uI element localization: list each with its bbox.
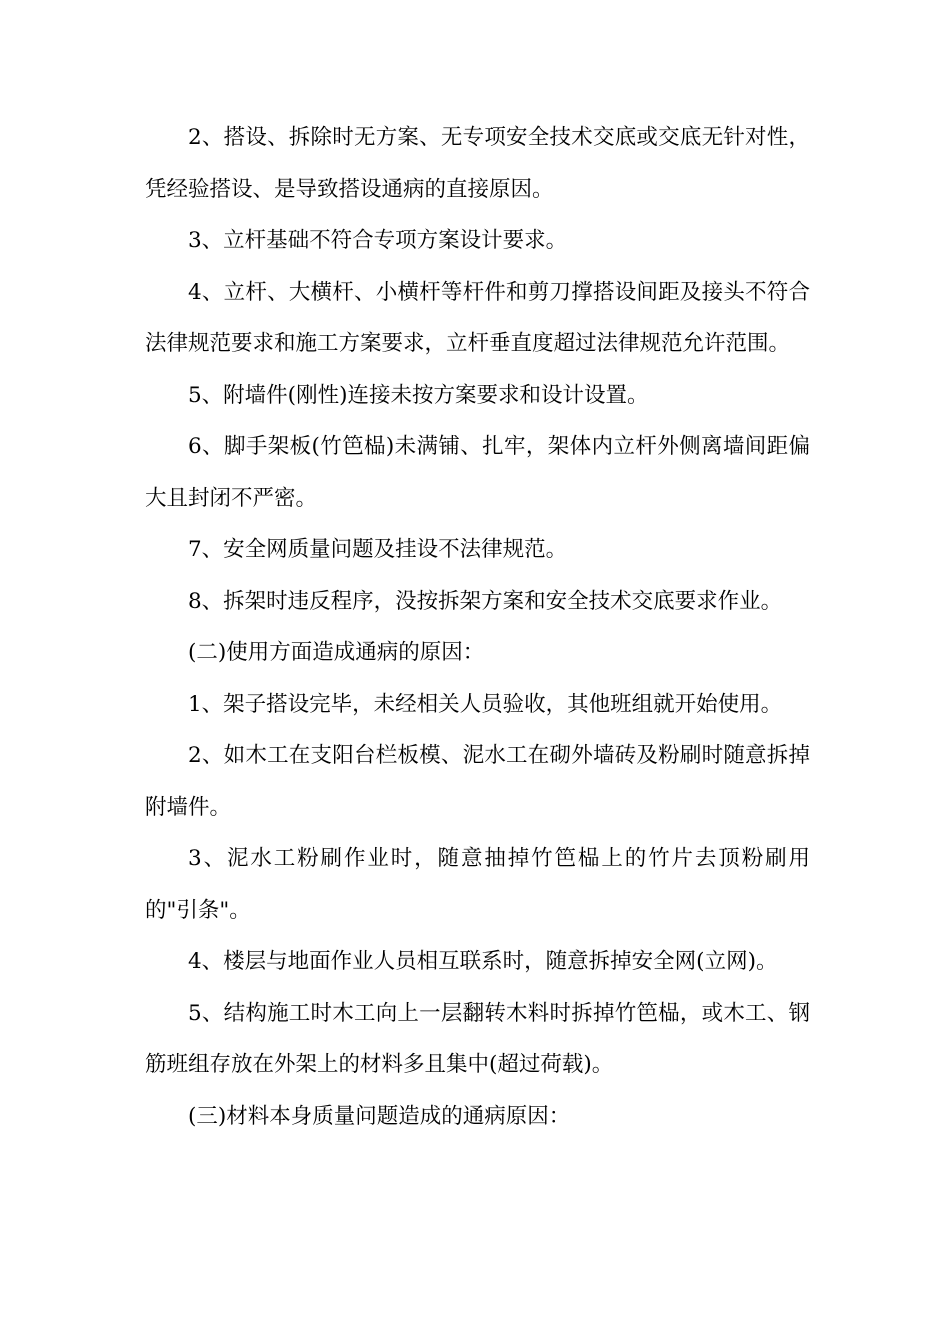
paragraph-usage-1: 1、架子搭设完毕，未经相关人员验收，其他班组就开始使用。 <box>188 691 783 717</box>
paragraph-item-4-spacing: 4、立杆、大横杆、小横杆等杆件和剪刀撑搭设间距及接头不符合法律规范要求和施工方案要求，立杆垂直度超过法律规范允许范围。 <box>145 279 810 356</box>
paragraph-item-6-planks: 6、脚手架板(竹笆榀)未满铺、扎牢，架体内立杆外侧离墙间距偏大且封闭不严密。 <box>145 434 810 511</box>
paragraph-item-8-dismantle: 8、拆架时违反程序，没按拆架方案和安全技术交底要求作业。 <box>188 588 783 614</box>
paragraph-usage-2: 2、如木工在支阳台栏板模、泥水工在砌外墙砖及粉刷时随意拆掉附墙件。 <box>145 743 810 820</box>
paragraph-item-7-safety-net: 7、安全网质量问题及挂设不法律规范。 <box>188 537 568 562</box>
paragraph-item-5-wall-ties: 5、附墙件(刚性)连接未按方案要求和设计设置。 <box>188 382 649 408</box>
paragraph-item-2-erection: 2、搭设、拆除时无方案、无专项安全技术交底或交底无针对性，凭经验搭设、是导致搭设通病的直接原因。 <box>145 125 810 202</box>
section-heading-materials: (三)材料本身质量问题造成的通病原因： <box>188 1103 571 1129</box>
paragraph-usage-3: 3、泥水工粉刷作业时，随意抽掉竹笆榀上的竹片去顶粉刷用的"引条"。 <box>145 846 810 923</box>
document-body <box>145 112 810 1142</box>
paragraph-usage-4: 4、楼层与地面作业人员相互联系时，随意拆掉安全网(立网)。 <box>188 949 778 974</box>
section-heading-usage: (二)使用方面造成通病的原因： <box>188 640 485 665</box>
paragraph-usage-5: 5、结构施工时木工向上一层翻转木料时拆掉竹笆榀，或木工、钢筋班组存放在外架上的材料多且集中(超过荷载)。 <box>145 1000 810 1077</box>
paragraph-item-3-foundation: 3、立杆基础不符合专项方案设计要求。 <box>188 228 568 253</box>
